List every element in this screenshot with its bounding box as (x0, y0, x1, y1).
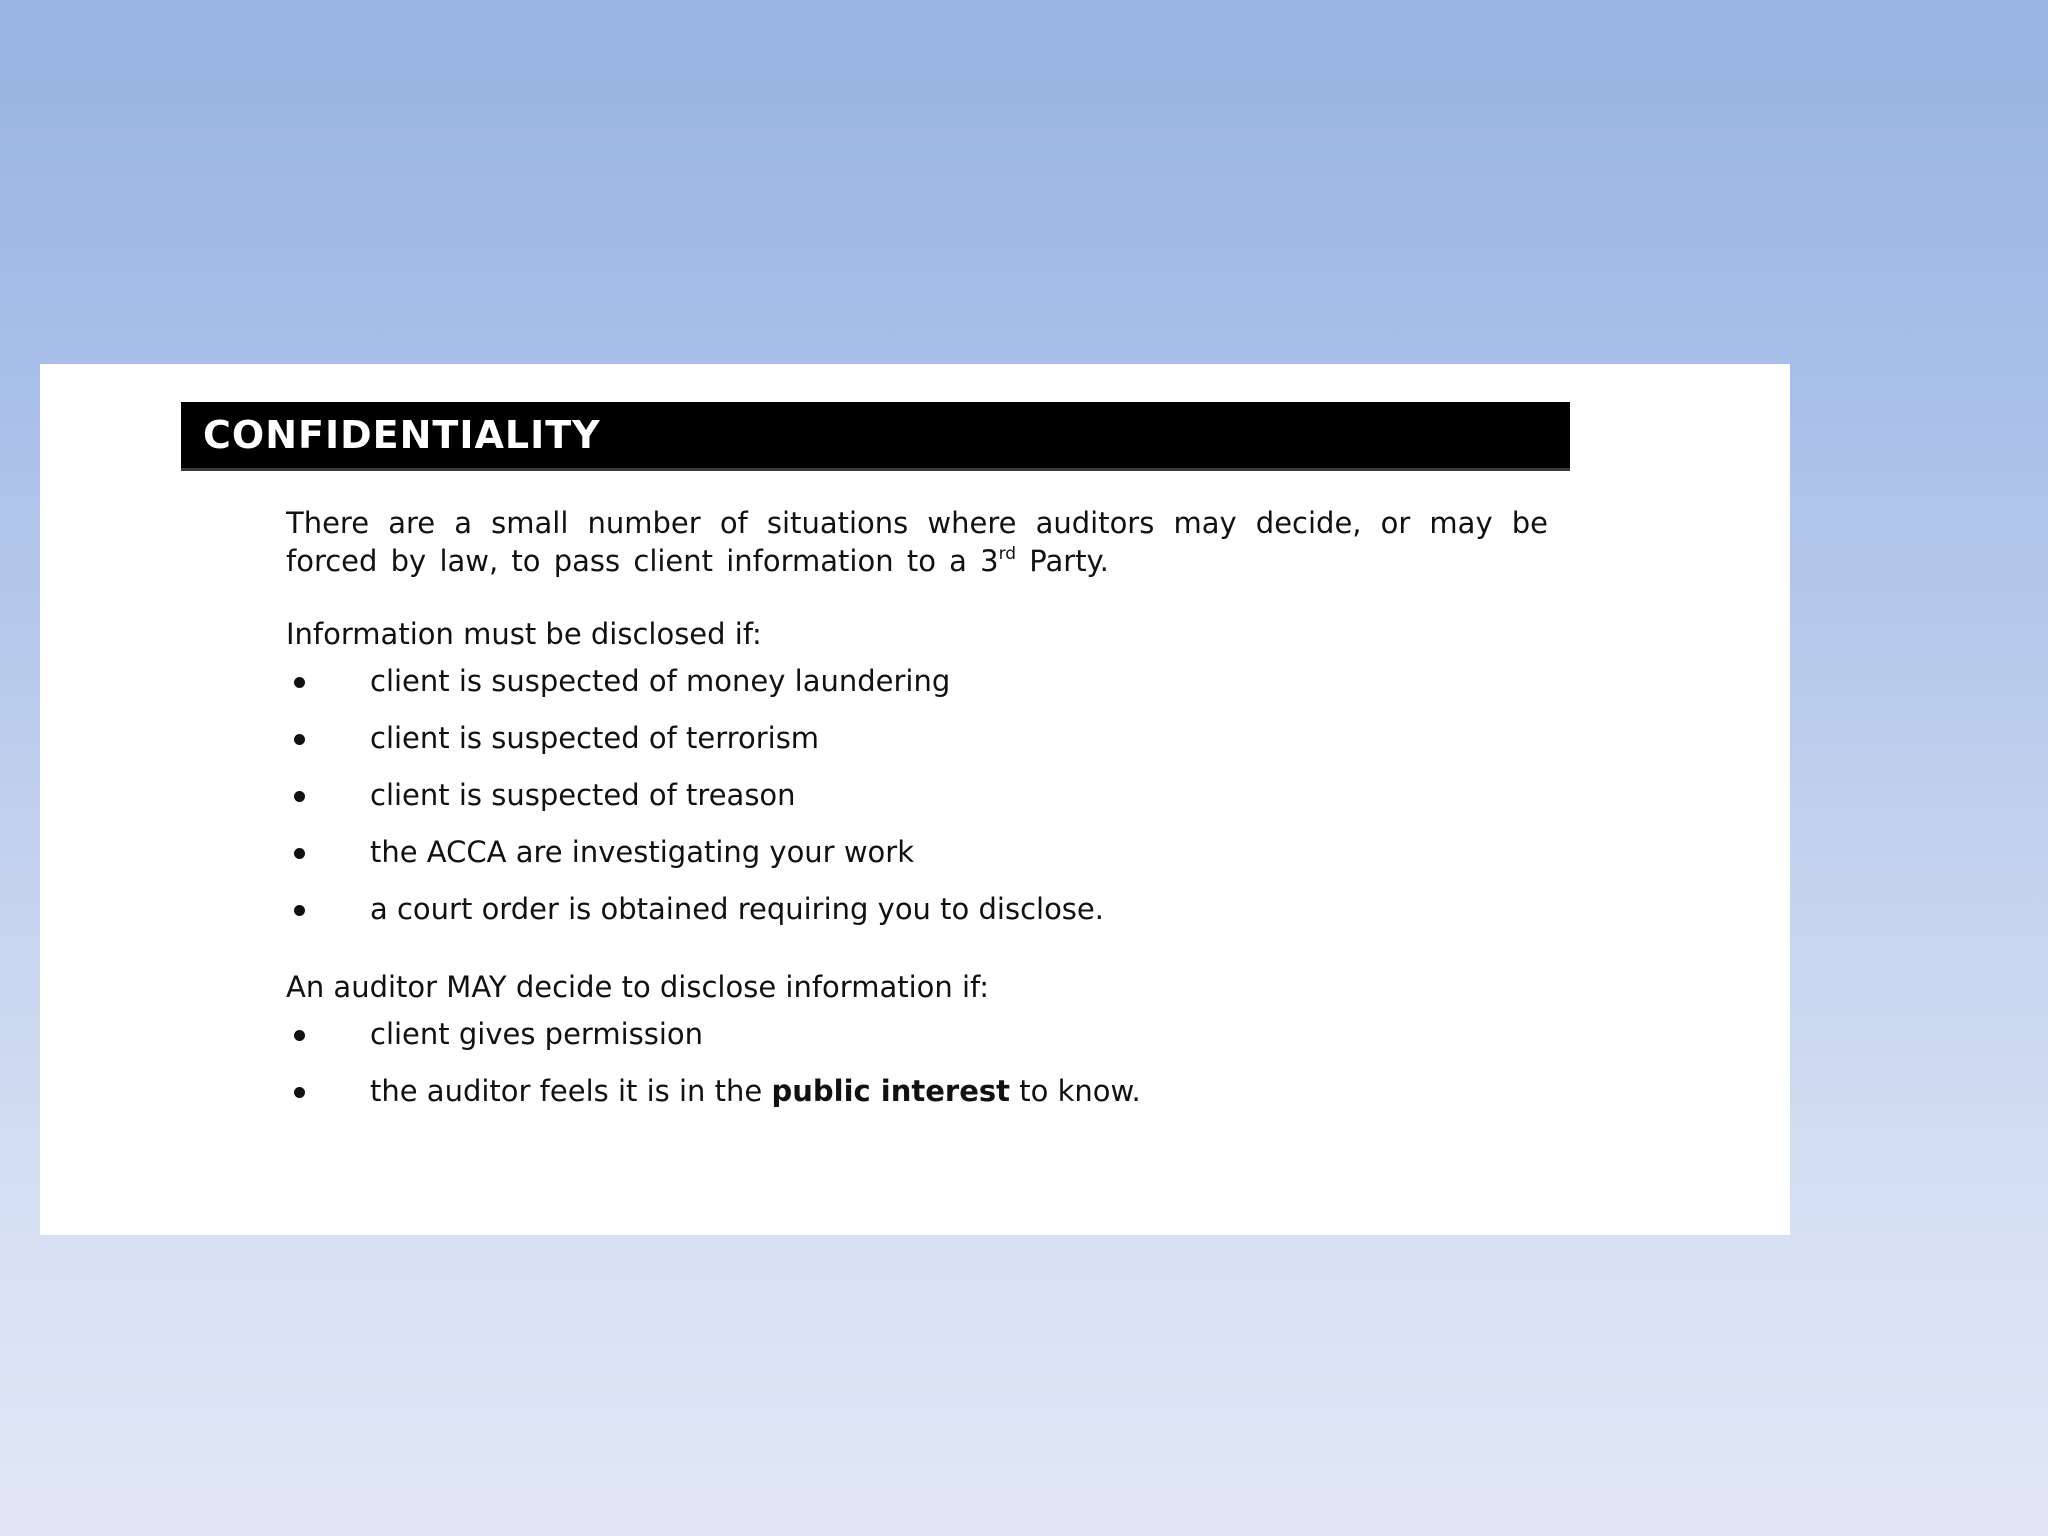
heading-bar (181, 402, 1570, 468)
bullet-icon (294, 677, 305, 688)
may-disclose-list (286, 1006, 1548, 1120)
must-disclose-heading: Information must be disclosed if: (286, 617, 762, 651)
content-panel (40, 364, 1790, 1235)
may-disclose-heading: An auditor MAY decide to disclose information if: (286, 970, 989, 1004)
bullet-icon (294, 1087, 305, 1098)
list-item-text: client is suspected of terrorism (370, 721, 820, 755)
list-item (286, 767, 1548, 824)
bullet-icon (294, 1030, 305, 1041)
slide-title: CONFIDENTIALITY (203, 413, 601, 457)
intro-text: There are a small number of situations where auditors may decide, or may be forced by law, to pass client information to a 3 (286, 506, 1548, 578)
intro-text-end: Party. (1016, 544, 1109, 578)
list-item-text: a court order is obtained requiring you to disclose. (370, 892, 1104, 926)
list-item (286, 653, 1548, 710)
body-text (286, 504, 1548, 1120)
bullet-icon (294, 848, 305, 859)
bullet-icon (294, 905, 305, 916)
intro-paragraph (286, 504, 1548, 580)
list-item (286, 710, 1548, 767)
list-item-text: the auditor feels it is in the (370, 1074, 772, 1108)
list-item-text: client is suspected of treason (370, 778, 796, 812)
must-disclose-list (286, 653, 1548, 938)
bullet-icon (294, 791, 305, 802)
list-item (286, 1063, 1548, 1120)
list-item-text: client gives permission (370, 1017, 704, 1051)
ordinal-superscript: rd (998, 544, 1017, 564)
list-item-text: the ACCA are investigating your work (370, 835, 915, 869)
bullet-icon (294, 734, 305, 745)
list-item-text: client is suspected of money laundering (370, 664, 951, 698)
list-item (286, 881, 1548, 938)
public-interest-emphasis: public interest (771, 1074, 1011, 1108)
list-item-text-end: to know. (1010, 1074, 1141, 1108)
heading-underline (181, 468, 1570, 471)
list-item (286, 1006, 1548, 1063)
list-item (286, 824, 1548, 881)
